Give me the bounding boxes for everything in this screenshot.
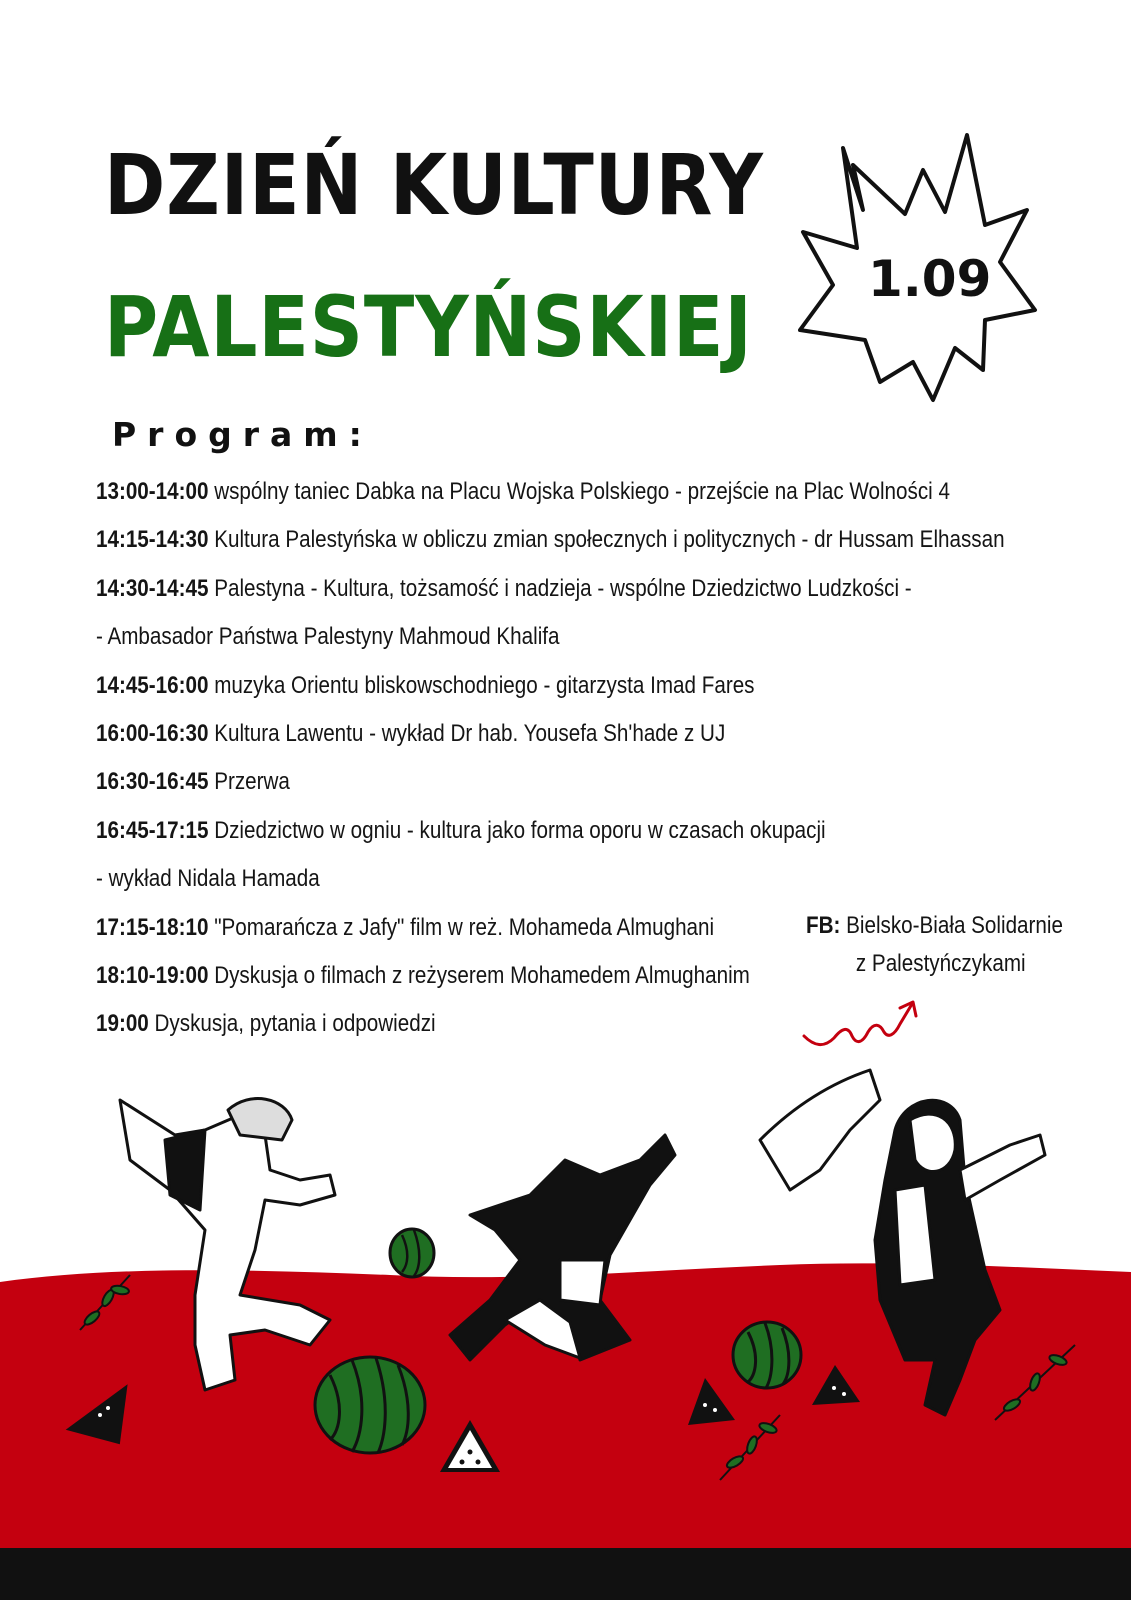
program-item [96,525,1005,555]
program-time: 17:15-18:10 [96,913,209,941]
program-description: Palestyna - Kultura, tożsamość i nadzieja - wspólne Dziedzictwo Ludzkości - [208,574,912,602]
program-item [96,816,826,846]
watermelon-icon [390,1229,434,1277]
program-item [96,864,320,894]
program-description: - Ambasador Państwa Palestyny Mahmoud Khalifa [96,623,560,651]
program-time: 14:15-14:30 [96,526,209,554]
program-item [96,622,559,652]
program-time: 14:45-16:00 [96,671,209,699]
program-item [96,574,912,604]
program-description: "Pomarańcza z Jafy" film w reż. Mohameda Almughani [208,913,715,941]
fb-name-line2: z Palestyńczykami [855,950,1026,977]
watermelon-icon [733,1322,801,1388]
program-item [96,913,714,943]
program-item [96,477,950,507]
program-description: Kultura Palestyńska w obliczu zmian społecznych i politycznych - dr Hussam Elhassan [208,526,1005,554]
program-description: Przerwa [208,768,290,796]
program-item [96,767,290,797]
program-time: 13:00-14:00 [96,478,209,505]
program-time: 16:45-17:15 [96,816,209,844]
program-time: 16:30-16:45 [96,768,209,796]
program-item [96,671,754,701]
event-date: 1.09 [868,250,992,308]
program-time: 16:00-16:30 [96,720,209,747]
program-time: 14:30-14:45 [96,574,209,602]
facebook-info [806,907,1063,983]
program-description: muzyka Orientu bliskowschodniego - gitarzysta Imad Fares [208,671,755,699]
program-item [96,961,750,991]
program-description: Dyskusja, pytania i odpowiedzi [148,1010,436,1038]
watermelon-icon [315,1357,425,1453]
program-item [96,1009,436,1039]
dabka-dancers-illustration [0,1060,1131,1600]
program-description: wspólny taniec Dabka na Placu Wojska Polskiego - przejście na Plac Wolności 4 [208,478,950,505]
title-line-2: PALESTYŃSKIEJ [104,278,753,376]
squiggle-arrow-icon [800,998,940,1058]
program-heading: Program: [112,415,373,454]
program-time: 18:10-19:00 [96,962,209,989]
program-description: Dyskusja o filmach z reżyserem Mohamedem Almughanim [208,962,750,989]
fb-label: FB: [806,912,841,939]
program-description: - wykład Nidala Hamada [96,865,320,893]
title-line-1: DZIEŃ KULTURY [104,136,764,234]
program-item [96,719,725,749]
program-description: Dziedzictwo w ogniu - kultura jako forma oporu w czasach okupacji [208,816,826,844]
fb-name-line1: Bielsko-Biała Solidarnie [840,912,1063,939]
program-description: Kultura Lawentu - wykład Dr hab. Yousefa Sh'hade z UJ [208,720,726,747]
program-time: 19:00 [96,1010,149,1038]
